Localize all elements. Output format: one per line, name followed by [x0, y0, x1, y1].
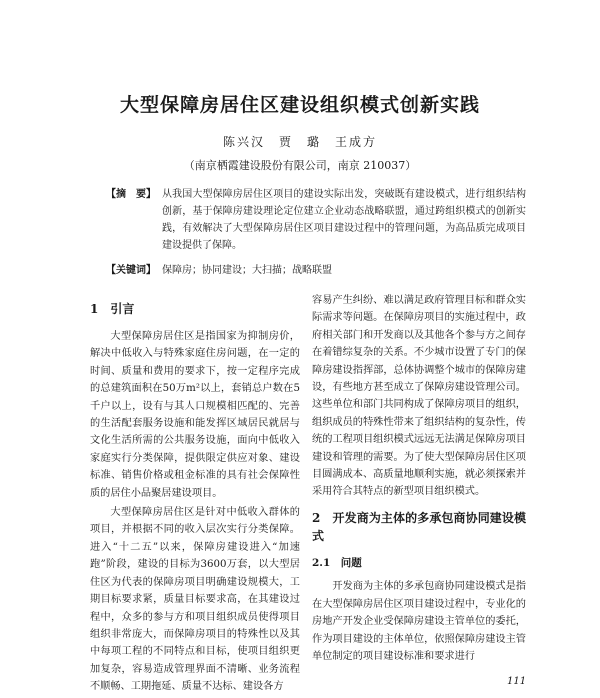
section-1-paragraph-2-continued: 容易产生纠纷、难以满足政府管理目标和群众实际需求等问题。在保障房项目的实施过程中，政府相关部门和开发商以及其他各个参与方之间存在着错综复杂的关系。不少城市设置了专门的保障房建设指挥部，总体协调整个城市的保障房建设，有些地方甚至成立了保障房建设管理公司。这些单位和部门共同构成了保障房项目的组织，组织成员的特殊性带来了组织结构的复杂性，传统的工程项目组织模式远远无法满足保障房项目建设和管理的需要。为了使大型保障房居住区项目圆满成本、高质量地顺利实施，就必须探索并采用符合其特点的新型项目组织模式。: [312, 295, 526, 498]
affiliation: （南京栖霞建设股份有限公司，南京 210037）: [183, 159, 417, 172]
section-1-paragraph-1: 大型保障房居住区是指国家为抑制房价，解决中低收入与特殊家庭住房问题，在一定的时间、质量和费用的要求下，按一定程序完成的总建筑面积在50万m²以上，套销总户数在5千户以上，设有与其人口规模相匹配的、完善的生活配套服务设施和能发挥区域居民就居与文化生活所需的公共服务设施，面向中低收入家庭实行分类保障，提供限定供应对象、建设标准、销售价格或租金标准的具有社会保障性质的居住小品聚居建设项目。: [90, 331, 300, 499]
paper-title: 大型保障房居住区建设组织模式创新实践: [119, 94, 480, 116]
subsection-2-1-paragraph: 开发商为主体的多承包商协同建设模式是指在大型保障房居住区项目建设过程中，专业化的房地产开发企业受保障房建设主管单位的委托，作为项目建设的主体单位，依照保障房建设主管单位制定的项目建设标准和要求进行: [312, 581, 526, 662]
abstract-label: 【摘 要】: [106, 189, 156, 200]
abstract-block: [106, 186, 526, 254]
section-2-heading: 2 开发商为主体的多承包商协同建设模式: [312, 510, 526, 543]
left-column: [90, 292, 300, 698]
page-number: 111: [507, 676, 527, 687]
abstract-text: 从我国大型保障房居住区项目的建设实际出发，突破既有建设模式，进行组织结构创新，基于保障房建设理论定位建立企业动态战略联盟，通过跨组织模式的创新实践，有效解决了大型保障房居住区项目建设过程中的管理问题，为高品质完成项目建设提供了保障。: [162, 189, 526, 251]
keywords-block: [106, 262, 526, 279]
section-1-heading: 1 引言: [90, 302, 135, 316]
subsection-2-1-heading: 2.1 问题: [312, 556, 362, 569]
section-1-paragraph-2: 大型保障房居住区是针对中低收入群体的项目，并根据不同的收入层次实行分类保障。进入“十二五”以来，保障房建设进入“加速跑”阶段，建设的目标为3600万套，以大型居住区为代表的保障房项目明确建设规模大，工期目标要求紧，质量目标要求高，在其建设过程中，众多的参与方和项目组织成员使得项目组织非常庞大，而保障房项目的特殊性以及其中每项工程的不同特点和目标，使项目组织更加复杂，容易造成管理界面不清晰、业务流程不顺畅、工期拖延、质量不达标、建设各方: [90, 507, 300, 693]
keywords-label: 【关键词】: [106, 265, 156, 276]
keywords-text: 保障房；协同建设；大扫描；战略联盟: [162, 265, 332, 276]
right-column: [312, 292, 526, 667]
authors: 陈兴汉 贾 璐 王成方: [222, 135, 377, 149]
